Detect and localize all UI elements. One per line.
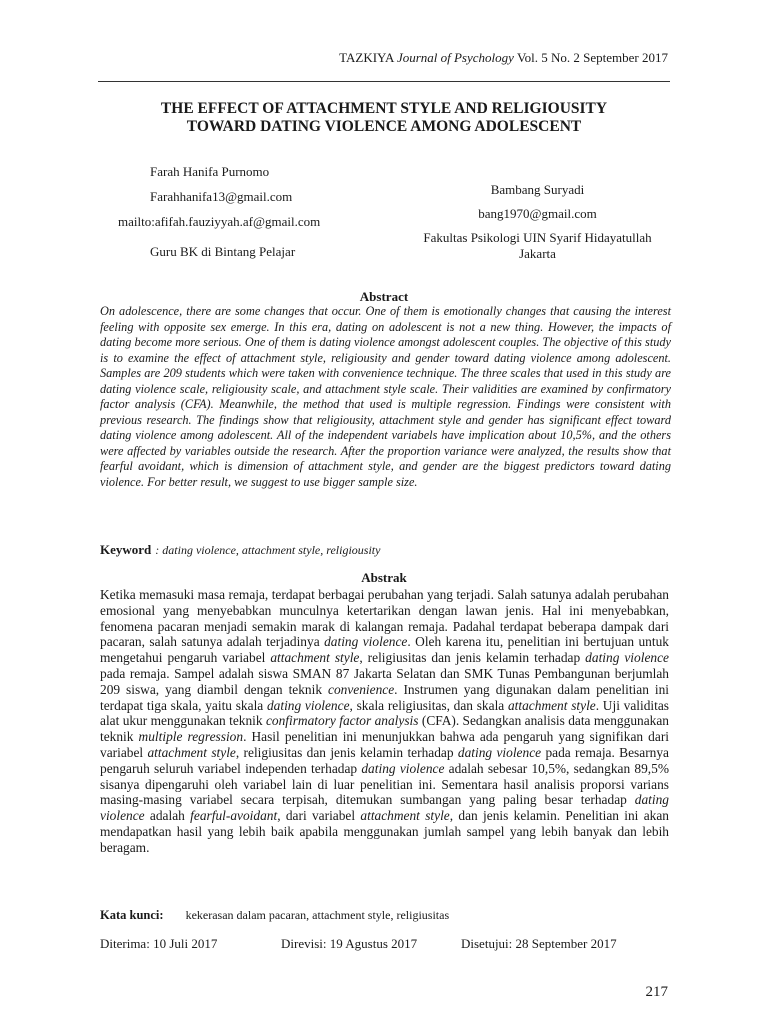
abstrak-term: attachment style: [147, 744, 236, 760]
abstrak-span: . Instrumen yang digunakan dalam penelitian ini terdapat tiga skala, yaitu skala: [100, 681, 669, 713]
abstrak-term: dating violence: [457, 744, 542, 760]
abstrak-term: dating violence: [361, 760, 445, 776]
abstract-text: On adolescence, there are some changes that occur. One of them is emotionally changes that causing the interest feeling with opposite sex emerge. In this era, dating on adolescent is not a new thing. However, the impacts of dating become more serious. One of them is dating violence amongst adolescent couples. The objective of this study is to examine the effect of attachment style, religiousity and gender toward dating violence among adolescent. Samples are 209 students which were taken with convenience technique. The three scales that used in this study are dating violence scale, religiousity scale, and attachment style scale. Their validities are examined by confirmatory factor analysis (CFA). Meanwhile, the method that used is multiple regression. Findings were consistent with previous research. The findings show that religiousity, attachment style and gender has significant effect toward dating violence among adolescent. All of the independent variabels have implication about 10,5%, and the others were affected by variables outside the research. After the proportion variance were analyzed, the results show that fearful avoidant, which is dimension of attachment style, and gender are the biggest predictors toward dating violence. For better result, we suggest to use bigger sample size.: [100, 304, 671, 489]
abstrak-term: convenience: [328, 681, 395, 697]
abstrak-span: . Oleh karena itu, penelitian ini bertujuan untuk mengetahui pengaruh variabel: [100, 634, 669, 666]
author-1-email: Farahhanifa13@gmail.com: [150, 189, 293, 204]
title-line-2: TOWARD DATING VIOLENCE AMONG ADOLESCENT: [186, 118, 582, 135]
paper-title: [98, 100, 670, 136]
author-2-block: [400, 182, 675, 262]
abstrak-term: confirmatory factor analysis: [265, 713, 419, 729]
author-1-block: [118, 164, 378, 264]
abstrak-heading: Abstrak: [361, 570, 407, 585]
author-1-name: Farah Hanifa Purnomo: [150, 164, 270, 179]
abstrak-term: dating violence: [585, 650, 669, 666]
abstrak-term: dating violence: [324, 634, 408, 650]
abstrak-span: . Hasil penelitian ini menunjukkan bahwa ada pengaruh yang signifikan dari variabel: [100, 729, 669, 760]
abstrak-span: pada remaja. Besarnya pengaruh seluruh variabel independen terhadap: [100, 744, 670, 776]
abstrak-term: attachment style: [360, 808, 450, 824]
page-number: 217: [645, 984, 668, 1000]
running-header: [339, 50, 668, 66]
abstrak-span: , dan jenis kelamin. Penelitian ini akan mendapatkan hasil yang lebih baik apabila menggunakan jumlah sampel yang lebih banyak dan lebih beragam.: [100, 808, 669, 855]
author-2-name: Bambang Suryadi: [490, 182, 585, 197]
abstrak-span: Ketika memasuki masa remaja, terdapat berbagai perubahan yang terjadi. Salah satunya adalah perubahan emosional yang menyebabkan munculnya ketertarikan dengan lawan jenis. Hal ini menyebabkan, fenomena pacaran menjadi semakin marak di kalangan remaja. Padahal terdapat beberapa dampak dari pacaran, salah satunya adalah terjadinya: [100, 587, 669, 650]
date-revised: Direvisi: 19 Agustus 2017: [281, 936, 418, 951]
author-1-affiliation: Guru BK di Bintang Pelajar: [150, 244, 296, 259]
abstrak-term: attachment style: [507, 697, 596, 713]
abstrak-span: , dari variabel: [277, 808, 361, 824]
abstrak-term: attachment style: [270, 650, 360, 666]
journal-issue: Vol. 5 No. 2 September 2017: [516, 50, 668, 65]
abstrak-term: multiple regression: [138, 729, 244, 745]
kata-kunci-label: Kata kunci:: [100, 908, 164, 922]
title-line-1: THE EFFECT OF ATTACHMENT STYLE AND RELIGIOUSITY: [160, 100, 608, 117]
journal-prefix: TAZKIYA: [339, 50, 394, 65]
abstrak-span: . Uji validitas alat ukur menggunakan teknik: [100, 697, 670, 729]
author-1-email-2: mailto:afifah.fauziyyah.af@gmail.com: [118, 214, 321, 229]
abstrak-term: dating violence: [100, 792, 669, 824]
keyword-row: [100, 542, 380, 558]
author-2-affiliation-2: Jakarta: [519, 246, 556, 261]
author-2-email: bang1970@gmail.com: [478, 206, 597, 221]
abstrak-span: adalah: [144, 808, 191, 824]
abstrak-span: pada remaja. Sampel adalah siswa SMAN 87 Jakarta Selatan dan SMK Tunas Pembangunan berjumlah 209 siswa, yang diambil dengan teknik: [100, 665, 669, 697]
kata-kunci-value: kekerasan dalam pacaran, attachment style, religiusitas: [185, 908, 450, 922]
abstrak-span: , religiusitas dan jenis kelamin terhadap: [235, 744, 458, 760]
header-rule: [98, 81, 670, 82]
keyword-value: : dating violence, attachment style, religiousity: [155, 543, 381, 557]
date-received: Diterima: 10 Juli 2017: [100, 936, 218, 951]
abstrak-span: , religiusitas dan jenis kelamin terhadap: [359, 650, 586, 666]
abstrak-span: adalah sebesar 10,5%, sedangkan 89,5% sisanya dipengaruhi oleh variabel lain di luar penelitian ini. Sementara hasil analisis proporsi varians masing-masing variabel secara terpisah, ditemukan sumbangan yang paling besar terhadap: [100, 760, 669, 808]
abstract-heading: Abstract: [359, 289, 409, 304]
kata-kunci-row: [100, 908, 449, 923]
keyword-label: Keyword: [100, 542, 152, 557]
date-approved: Disetujui: 28 September 2017: [461, 936, 617, 951]
author-2-affiliation-1: Fakultas Psikologi UIN Syarif Hidayatullah: [423, 230, 652, 245]
abstrak-term: fearful-avoidant: [190, 808, 278, 824]
abstrak-term: dating violence: [266, 697, 350, 713]
abstrak-text: [100, 587, 669, 856]
abstrak-span: (CFA). Sedangkan analisis data menggunakan teknik: [100, 713, 669, 745]
abstrak-span: , skala religiusitas, dan skala: [349, 697, 508, 713]
journal-name: Journal of Psychology: [396, 50, 514, 65]
